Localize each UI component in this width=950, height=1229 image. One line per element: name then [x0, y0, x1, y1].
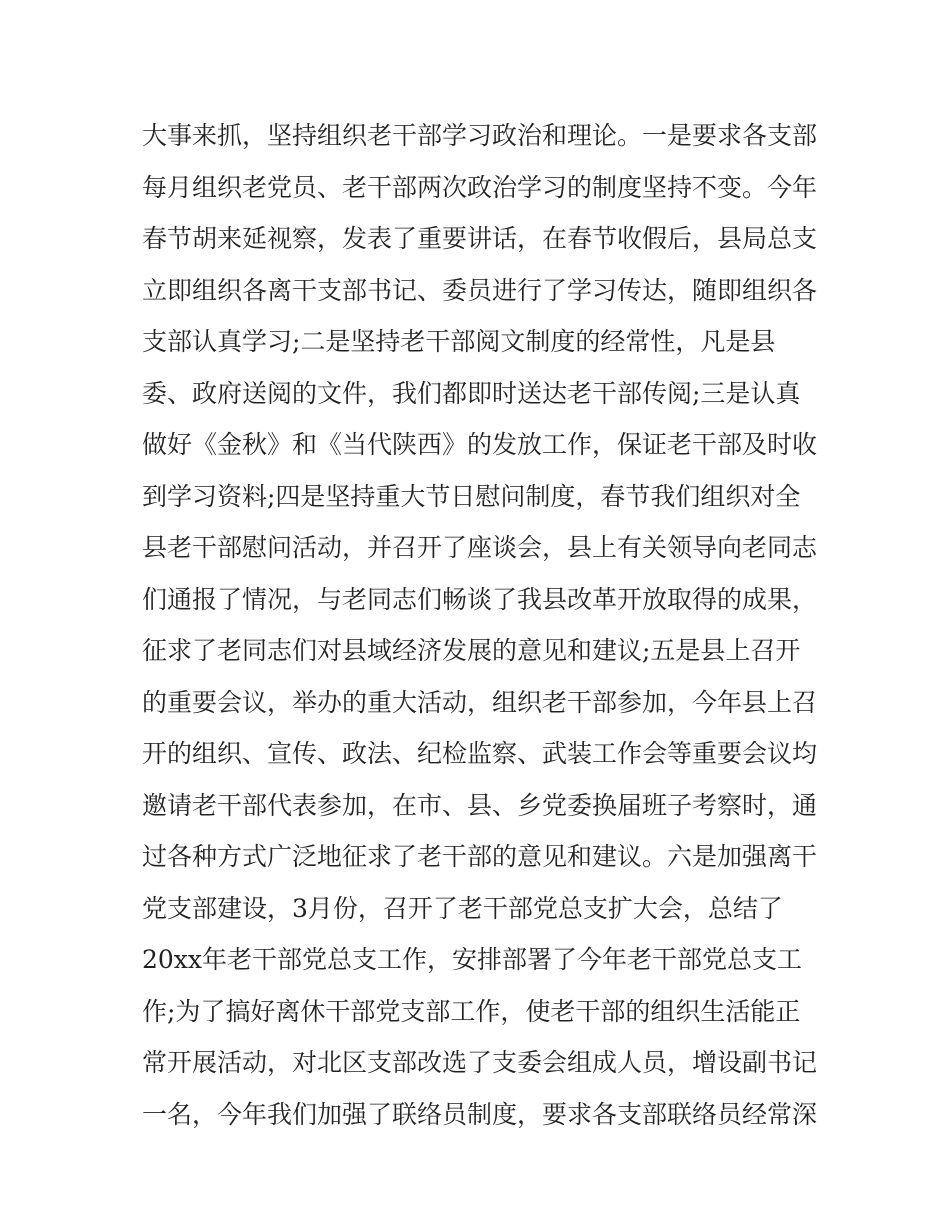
text-line: 做好《金秋》和《当代陕西》的发放工作，保证老干部及时收: [142, 430, 818, 459]
text-line: 邀请老干部代表参加，在市、县、乡党委换届班子考察时，通: [142, 790, 818, 820]
text-line: 一名，今年我们加强了联络员制度，要求各支部联络员经常深: [142, 1099, 818, 1129]
text-line: 作;为了搞好离休干部党支部工作，使老干部的组织生活能正: [142, 996, 801, 1026]
text-line: 20xx年老干部党总支工作，安排部署了今年老干部党总支工: [142, 945, 803, 974]
text-line: 立即组织各离干支部书记、委员进行了学习传达，随即组织各: [142, 275, 818, 305]
text-line: 支部认真学习;二是坚持老干部阅文制度的经常性，凡是县: [142, 327, 776, 356]
text-line: 县老干部慰问活动，并召开了座谈会，县上有关领导向老同志: [142, 533, 818, 562]
text-line: 到学习资料;四是坚持重大节日慰问制度，春节我们组织对全: [142, 481, 801, 511]
text-line: 党支部建设，3月份，召开了老干部党总支扩大会，总结了: [142, 893, 783, 923]
text-line: 的重要会议，举办的重大活动，组织老干部参加，今年县上召: [142, 687, 818, 717]
text-line: 过各种方式广泛地征求了老干部的意见和建议。六是加强离干: [142, 842, 818, 871]
text-line: 常开展活动，对北区支部改选了支委会组成人员，增设副书记: [142, 1048, 818, 1077]
text-line: 每月组织老党员、老干部两次政治学习的制度坚持不变。今年: [142, 172, 818, 202]
text-line: 委、政府送阅的文件，我们都即时送达老干部传阅;三是认真: [142, 378, 801, 408]
text-line: 征求了老同志们对县域经济发展的意见和建议;五是县上召开: [142, 636, 801, 665]
text-line: 开的组织、宣传、政法、纪检监察、武装工作会等重要会议均: [142, 739, 818, 768]
text-line: 们通报了情况，与老同志们畅谈了我县改革开放取得的成果，: [142, 584, 818, 614]
body-text: [142, 110, 822, 1140]
text-line: 春节胡来延视察，发表了重要讲话，在春节收假后，县局总支: [142, 224, 818, 253]
text-line: 大事来抓，坚持组织老干部学习政治和理论。一是要求各支部: [142, 121, 818, 150]
